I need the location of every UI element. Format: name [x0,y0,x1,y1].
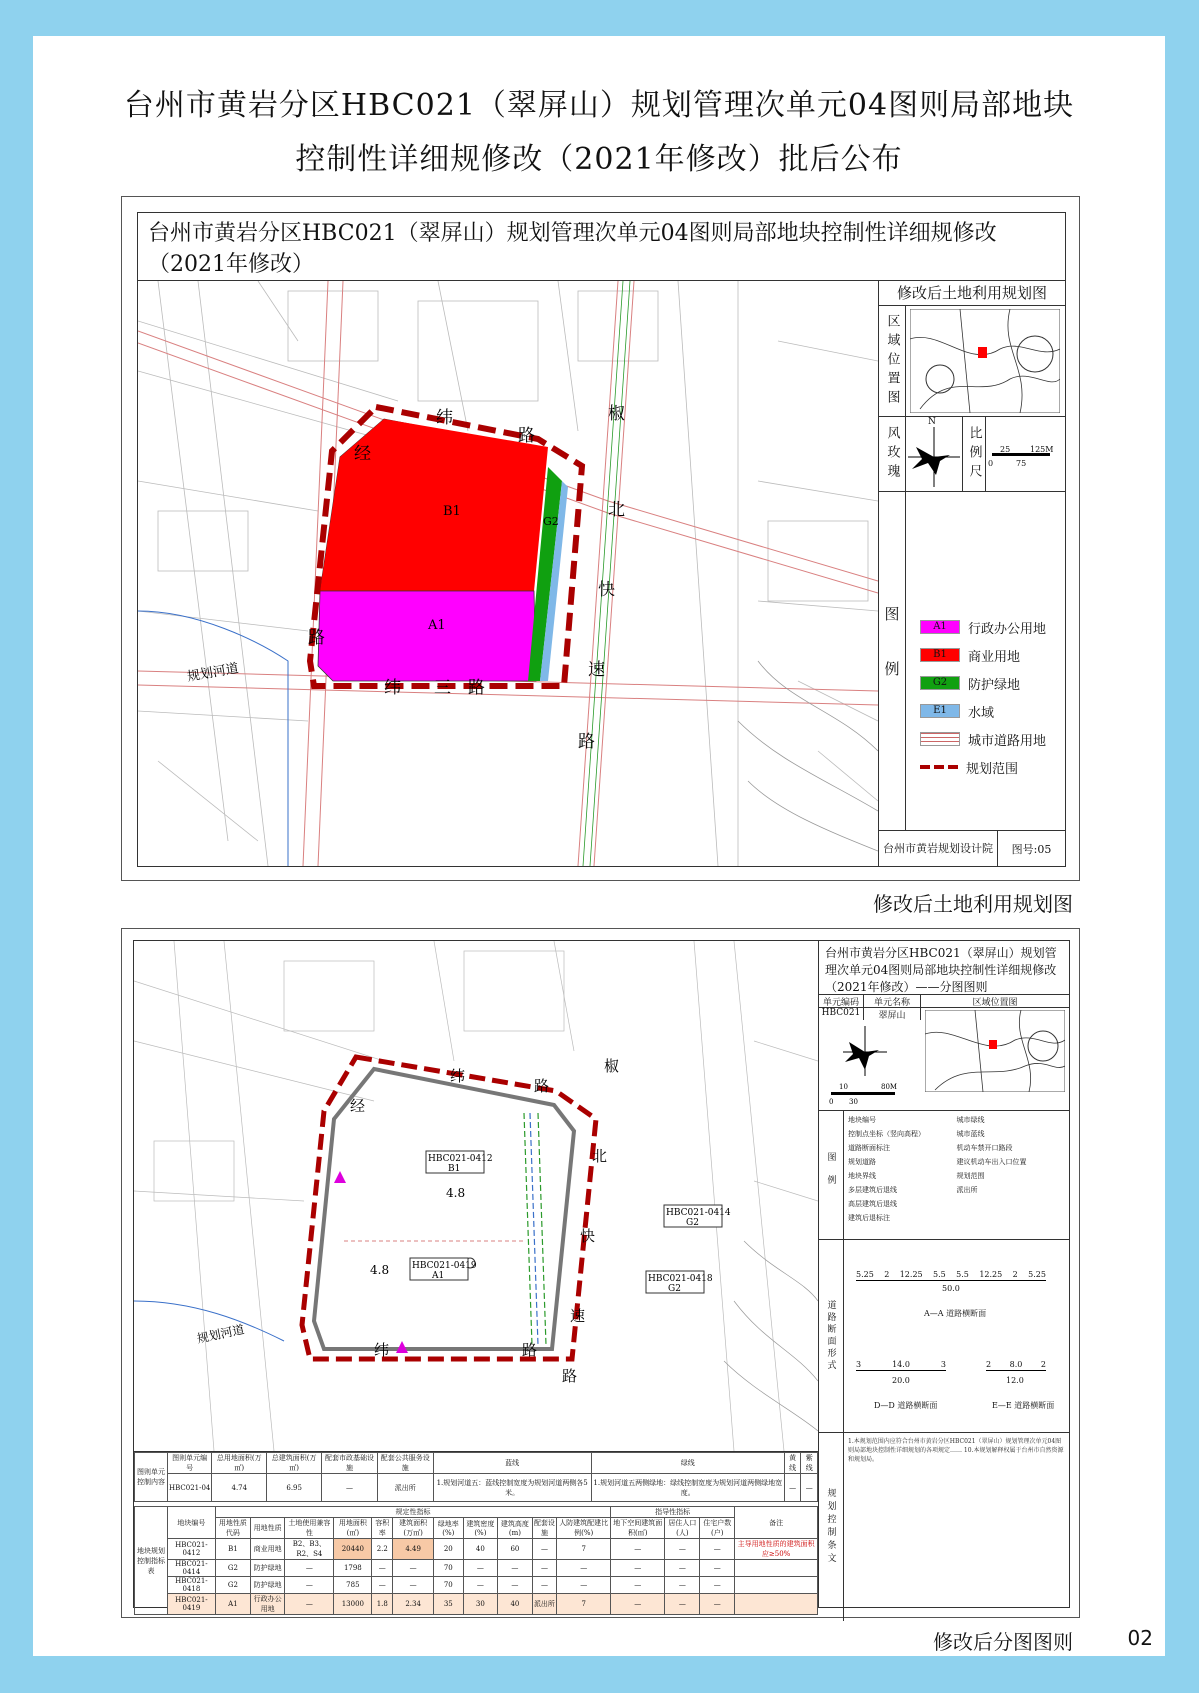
unit-control-table [134,1452,818,1502]
cell: — [285,1594,334,1615]
cell: 70 [433,1577,463,1594]
sheet [33,36,1165,1656]
section-ee-dims [986,1360,1046,1369]
ee-dim: 2 [986,1360,992,1369]
cell: — [611,1560,665,1577]
legend-boundary-text: 规划范围 [966,761,1019,777]
road2-wei-south: 纬 [374,1341,390,1359]
legend-a1-text: 行政办公用地 [968,621,1047,637]
legend-e1-swatch: E1 [920,704,960,718]
section-label: 道路断面形式 [819,1240,844,1432]
legend-g2-text: 防护绿地 [968,677,1021,693]
zoning-inner [133,940,1070,1613]
road2-kuai: 快 [580,1227,596,1245]
plot-code-0419: A1 [432,1271,445,1281]
scale-tick-0: 0 [988,459,994,468]
legend-item: 地块编号 [848,1116,876,1124]
dd-dim: 3 [856,1360,862,1369]
legend-label: 图例 [879,492,906,830]
unit-header: 图则单元控制内容 [135,1453,168,1502]
group-regulatory: 规定性指标 [215,1507,610,1518]
green-line [583,281,630,866]
aa-dim: 2 [1012,1270,1018,1279]
cell: — [665,1560,700,1577]
section-drawings [844,1240,1069,1432]
road2-bei: 北 [592,1147,608,1165]
zoning-legend [819,1111,1069,1240]
cell: — [285,1577,334,1594]
legend-boundary-swatch [920,765,958,769]
plot-id-0414: HBC021-0414 [666,1208,731,1218]
table-row [135,1577,818,1594]
river-label-2: 规划河道 [195,1322,246,1346]
control-tables [134,1451,818,1613]
road-label-su: 速 [588,660,605,680]
unit-col-8: 紫线 [801,1453,818,1474]
wind-rose-icon-2 [819,1020,919,1108]
cell: 1798 [334,1560,372,1577]
legend-item: 派出所 [956,1186,978,1194]
aa-dim: 5.25 [1028,1270,1046,1279]
road-label-kuai: 快 [598,580,615,600]
plot-code-0418: G2 [668,1284,681,1294]
scale-bar [986,417,1065,491]
wind-label: 风玫瑰 [879,417,906,491]
scale2-tick-2: 30 [849,1098,858,1106]
unit-name-label: 单元名称 [864,995,921,1007]
legend-e1 [920,700,1046,722]
scale-label: 比例尺 [963,417,986,491]
cell: — [611,1594,665,1615]
north-label: N [928,417,936,427]
cell: HBC021-0419 [168,1594,216,1615]
legend-item: 高层建筑后退线 [848,1200,897,1208]
col-8: 建筑密度(%) [463,1518,498,1539]
cell: 7 [557,1539,611,1560]
cell: 35 [433,1594,463,1615]
col-7: 绿地率(%) [433,1518,463,1539]
zoning-side-panel [818,941,1069,1607]
road2-lu-south2: 路 [522,1341,538,1359]
section-dd-line [856,1370,946,1371]
ee-dim: 2 [1040,1360,1046,1369]
scale2-tick-3: 80M [881,1083,898,1091]
cell: A1 [215,1594,250,1615]
cell: — [557,1577,611,1594]
cell: — [700,1560,735,1577]
dd-dim: 3 [940,1360,946,1369]
cell: — [498,1560,533,1577]
cell: — [393,1577,434,1594]
cell: 防护绿地 [251,1577,285,1594]
road-label-lu-south2: 路 [468,678,485,698]
cell [735,1594,818,1615]
unit-col-1: 总用地面积(万㎡) [212,1453,267,1474]
col-13: 居住人口(人) [665,1518,700,1539]
cell: — [372,1560,393,1577]
legend-a1 [920,616,1046,638]
cell: — [611,1539,665,1560]
scale2-tick-1: 10 [839,1083,848,1091]
plot-header: 地块规划控制指标表 [135,1507,168,1615]
g2-label: G2 [543,515,559,528]
cell: — [700,1577,735,1594]
control-text: 1.本规划范围内应符合台州市黄岩分区HBC021（翠屏山）规划管理次单元04图则局部地块控制性详细规划的各项规定…… 10.本规划解释权属于台州市自然资源和规划局。 [848,1438,1064,1463]
col-6: 建筑面积(万㎡) [393,1518,434,1539]
legend-item: 机动车禁开口路段 [956,1144,1013,1152]
cell: — [665,1539,700,1560]
cell: — [498,1577,533,1594]
cell: 主导用地性质的建筑面积应≥50% [735,1539,818,1560]
plot-id-0412: HBC021-0412 [428,1154,493,1164]
road-label-lu-west: 路 [308,628,325,648]
land-use-side-title: 修改后土地利用规划图 [879,281,1065,306]
region-section [879,306,1065,417]
region-label-2: 区域位置图 [972,998,1018,1008]
scale-tick-2: 75 [1016,459,1027,468]
col-10: 配套设施 [533,1519,555,1537]
cell: B2、B3、R2、S4 [285,1539,334,1560]
col-11: 人防建筑配建比例(%) [557,1518,611,1539]
legend-item: 多层建筑后退线 [848,1186,897,1194]
region-minimap-2 [925,1010,1065,1092]
cell: — [532,1577,557,1594]
cell: HBC021-0418 [168,1577,216,1594]
legend-item: 控制点坐标（竖向高程） [848,1130,925,1138]
dd-total: 20.0 [892,1376,910,1385]
page-title-line1: 台州市黄岩分区HBC021（翠屏山）规划管理次单元04图则局部地块 [123,88,1075,123]
aa-dim: 12.25 [979,1270,1003,1279]
cell: B1 [215,1539,250,1560]
land-use-map-svg [138,281,878,866]
legend-item: 地块界线 [848,1172,876,1180]
zoning-side-title: 台州市黄岩分区HBC021（翠屏山）规划管理次单元04图则局部地块控制性详细规修改（2021年修改）——分图图则 [819,941,1069,995]
road2-lu-north: 路 [534,1077,550,1095]
cell: 20440 [334,1539,372,1560]
zoning-panel [121,928,1080,1618]
plot-code-0412: B1 [448,1164,461,1174]
cell: 4.49 [393,1539,434,1560]
legend-item: 建议机动车出入口位置 [956,1158,1027,1166]
cell: 2.2 [372,1539,393,1560]
unit-header-row [819,995,1069,1008]
cell [735,1560,818,1577]
cell: — [700,1594,735,1615]
unit-code: HBC021 [819,1008,864,1020]
table-row [135,1560,818,1577]
cell: — [463,1577,498,1594]
aa-dim: 2 [884,1270,890,1279]
legend-item: 规划道路 [848,1158,876,1166]
cell: 785 [334,1577,372,1594]
cell: 1.8 [372,1594,393,1615]
ee-dim: 8.0 [1009,1360,1023,1369]
scale-tick-3: 125M [1030,445,1054,454]
page-number: 02 [1127,1626,1153,1650]
cell: 防护绿地 [251,1560,285,1577]
cell: — [557,1560,611,1577]
caption-land-use: 修改后土地利用规划图 [873,892,1073,916]
road-label-bei: 北 [608,500,625,520]
scale2-tick-0: 0 [829,1098,834,1106]
unit-col-0: 图则单元编号 [168,1453,212,1474]
scale-tick-1: 25 [1000,445,1011,454]
unit-col-7: 黄线 [784,1453,801,1474]
cell: 60 [498,1539,533,1560]
road-label-jiao: 椒 [608,404,625,424]
dd-dim: 14.0 [892,1360,910,1369]
background-lines-2 [134,941,818,1451]
river-label: 规划河道 [186,661,240,685]
control-provisions [819,1433,1069,1621]
section-dd-dims [856,1360,946,1369]
land-use-inner [137,212,1066,867]
green-line-2 [524,1113,546,1345]
plot-far-0412: 4.8 [446,1186,466,1200]
land-use-panel [121,196,1080,881]
river-line [138,611,288,866]
unit-val-7: — [784,1474,801,1502]
legend-section [879,492,1065,831]
road2-su: 速 [570,1307,586,1325]
unit-col-4: 配套公共服务设施 [377,1453,433,1474]
legend-item: 城市蓝线 [956,1130,985,1138]
col-12: 地下空间建筑面积(㎡) [611,1518,665,1539]
cell: — [611,1577,665,1594]
unit-val-2: 6.95 [267,1474,322,1502]
zoning-map [134,941,818,1451]
cell: G2 [215,1560,250,1577]
road-sections [819,1240,1069,1433]
cell: HBC021-0412 [168,1539,216,1560]
legend-item: 城市绿线 [956,1116,985,1124]
section-aa-dims [856,1270,1046,1279]
legend-grid [844,1111,1069,1239]
legend-list [906,492,1046,830]
wind-scale-section [879,417,1065,492]
table-row [135,1594,818,1615]
legend-road-text: 城市道路用地 [968,733,1047,749]
a1-block [318,591,536,681]
section-aa-line [856,1280,1046,1281]
road-label-san: 三 [434,678,451,698]
caption-zoning: 修改后分图图则 [933,1630,1073,1654]
legend-road-swatch [920,732,960,746]
unit-val-3: — [322,1474,378,1502]
road-label-wei-south: 纬 [384,678,401,698]
cell: 派出所 [532,1594,557,1615]
drawing-number: 图号:05 [1011,843,1052,856]
control-label: 规划控制条文 [819,1433,844,1621]
institute-name: 台州市黄岩规划设计院 [879,831,998,867]
unit-val-6: 1.规划河道五两侧绿地：绿线控制宽度为规划河道两侧绿地宽度。 [591,1474,784,1502]
plot-id-0418: HBC021-0418 [648,1274,713,1284]
land-use-map [138,281,878,866]
col-9: 建筑高度(m) [498,1518,533,1539]
road2-wei-north: 纬 [450,1067,466,1085]
unit-name: 翠屏山 [864,1008,921,1020]
cell: 30 [463,1594,498,1615]
legend-g2 [920,672,1046,694]
cell: — [665,1577,700,1594]
region-minimap [910,309,1060,413]
plot-code-0414: G2 [686,1218,699,1228]
cell: — [532,1539,557,1560]
col-4: 用地面积(㎡) [334,1518,372,1539]
unit-val-4: 派出所 [377,1474,433,1502]
aa-dim: 5.5 [933,1270,946,1279]
road-label-wei-north: 纬 [436,408,453,428]
cell: 行政办公用地 [251,1594,285,1615]
aa-dim: 12.25 [899,1270,923,1279]
a1-label: A1 [428,618,446,633]
unit-col-2: 总建筑面积(万㎡) [267,1453,322,1474]
dd-title: D—D 道路横断面 [874,1401,938,1410]
aa-dim: 5.5 [956,1270,969,1279]
cell: 2.34 [393,1594,434,1615]
plot-far-0419: 4.8 [370,1263,390,1277]
unit-col-5: 蓝线 [433,1453,591,1474]
legend-label-2: 图例 [819,1111,844,1239]
legend-boundary [920,756,1046,778]
legend-g2-swatch: G2 [920,676,960,690]
cell: — [700,1539,735,1560]
cell: 40 [463,1539,498,1560]
unit-val-5: 1.规划河道五：蓝线控制宽度为规划河道两侧各5米。 [433,1474,591,1502]
col-15: 备注 [735,1507,818,1539]
plot-control-table [134,1506,818,1615]
cell: 7 [557,1594,611,1615]
section-ee-line [986,1370,1046,1371]
aa-total: 50.0 [942,1284,960,1293]
cell: 13000 [334,1594,372,1615]
road-label-lu-south: 路 [578,732,595,752]
plot-id-0419: HBC021-0419 [412,1261,477,1271]
cell: — [463,1560,498,1577]
legend-a1-swatch: A1 [920,620,960,634]
col-5: 容积率 [372,1518,393,1539]
unit-col-3: 配套市政基础设施 [322,1453,378,1474]
legend-road [920,728,1046,750]
cell: 商业用地 [251,1539,285,1560]
road2-lu-south: 路 [562,1367,578,1385]
group-guiding: 指导性指标 [611,1507,735,1518]
unit-val-0: HBC021-04 [168,1474,212,1502]
legend-b1 [920,644,1046,666]
cell: 20 [433,1539,463,1560]
aa-dim: 5.25 [856,1270,874,1279]
unit-val-8: — [801,1474,818,1502]
zoning-map-svg [134,941,818,1451]
legend-item: 规划范围 [956,1172,985,1180]
road-label-jing: 经 [354,444,371,464]
col-0: 地块编号 [168,1507,216,1539]
entrance-marker-west [334,1171,346,1183]
cell: — [665,1594,700,1615]
unit-col-6: 绿线 [591,1453,784,1474]
col-3: 土地使用兼容性 [285,1518,334,1539]
blue-line-2 [530,1113,538,1345]
road2-jiao: 椒 [604,1057,620,1075]
cell: G2 [215,1577,250,1594]
cell: — [393,1560,434,1577]
cell: — [372,1577,393,1594]
contours-2 [724,1241,818,1431]
land-use-header: 台州市黄岩分区HBC021（翠屏山）规划管理次单元04图则局部地块控制性详细规修改（2021年修改） [138,213,1065,281]
land-use-side-panel [878,281,1065,866]
unit-code-label: 单元编码 [819,995,864,1007]
wind-rose-icon [906,425,962,489]
unit-val-1: 4.74 [212,1474,267,1502]
table-row [135,1539,818,1560]
aa-title: A—A 道路横断面 [924,1309,987,1318]
col-14: 住宅户数(户) [700,1518,735,1539]
cell: 70 [433,1560,463,1577]
legend-b1-swatch: B1 [920,648,960,662]
title-block [879,831,1065,867]
legend-b1-text: 商业用地 [968,649,1021,665]
cell: — [532,1560,557,1577]
legend-e1-text: 水域 [968,705,995,721]
col-1: 用地性质代码 [215,1518,250,1539]
cell: 40 [498,1594,533,1615]
b1-label: B1 [443,504,461,519]
ee-total: 12.0 [1006,1376,1024,1385]
cell: — [285,1560,334,1577]
road-label-lu-north: 路 [518,426,535,446]
region-label: 区域位置图 [879,306,906,416]
legend-item: 道路断面标注 [848,1144,890,1152]
col-2: 用地性质 [251,1518,285,1539]
wind-rose [906,417,963,491]
legend-item: 建筑后退标注 [848,1214,890,1222]
cell [735,1577,818,1594]
zoning-rose-region [819,1020,1069,1111]
road2-jing: 经 [350,1097,366,1115]
ee-title: E—E 道路横断面 [992,1401,1055,1410]
cell: HBC021-0414 [168,1560,216,1577]
page-title-line2: 控制性详细规修改（2021年修改）批后公布 [295,142,903,177]
